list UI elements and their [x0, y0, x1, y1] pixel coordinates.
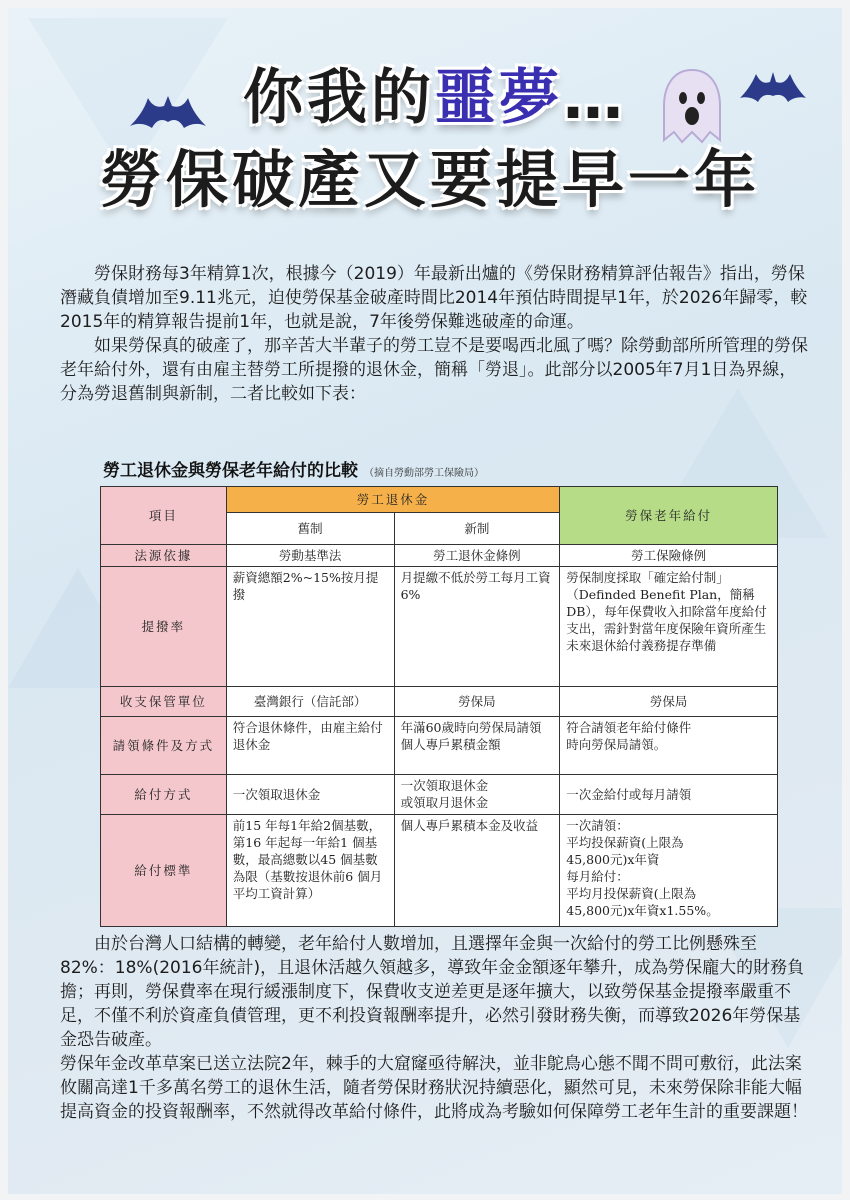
title-highlight: 噩夢 [435, 63, 563, 133]
header-insurance: 勞保老年給付 [560, 487, 778, 545]
poster-page [8, 8, 842, 1194]
table-row [101, 567, 778, 687]
cell-insurance: 勞保制度採取「確定給付制」（Definded Benefit Plan，簡稱 DB），每年保費收入扣除當年度給付支出，需針對當年度保險年資所產生未來退休給付義務提存準備 [560, 567, 778, 687]
cell-old: 臺灣銀行（信託部） [226, 687, 394, 717]
comparison-table [100, 486, 778, 927]
table-row [101, 687, 778, 717]
row-label: 提撥率 [101, 567, 227, 687]
row-label: 法源依據 [101, 545, 227, 567]
cell-insurance: 符合請領老年給付條件 時向勞保局請領。 [560, 717, 778, 775]
paragraph: 如果勞保真的破產了，那辛苦大半輩子的勞工豈不是要喝西北風了嗎？除勞動部所所管理的勞保老年給付外，還有由雇主替勞工所提撥的退休金，簡稱「勞退」。此部分以2005年7月1日為界線，分為勞退舊制與新制，二者比較如下表： [60, 336, 808, 404]
title-part: … [563, 63, 627, 133]
title-line-2: 勞保破產又要提早一年 [99, 143, 760, 216]
cell-old: 薪資總額2%~15%按月提撥 [226, 567, 394, 687]
row-label: 收支保管單位 [101, 687, 227, 717]
title-part: 你我的 [243, 63, 435, 133]
header-item: 項目 [101, 487, 227, 545]
paragraph: 勞保財務每3年精算1次，根據今（2019）年最新出爐的《勞保財務精算評估報告》指出，勞保潛藏負債增加至9.11兆元，迫使勞保基金破產時間比2014年預估時間提早1年，於2026年歸零，較2015年的精算報告提前1年，也就是說，7年後勞保難逃破產的命運。 [60, 264, 808, 332]
closing-text [60, 932, 810, 1124]
cell-new: 勞工退休金條例 [394, 545, 560, 567]
table-header-row [101, 487, 778, 513]
cell-insurance: 一次請領： 平均投保薪資(上限為 45,800元)x年資 每月給付： 平均月投保薪資(上限為 45,800元)x年資x1.55%。 [560, 815, 778, 927]
cell-insurance: 勞保局 [560, 687, 778, 717]
poster-title [8, 58, 842, 222]
table-title-text: 勞工退休金與勞保老年給付的比較 [103, 461, 358, 481]
paragraph: 由於台灣人口結構的轉變，老年給付人數增加，且選擇年金與一次給付的勞工比例懸殊至82%：18%(2016年統計)，且退休活越久領越多，導致年金金額逐年攀升，成為勞保龐大的財務負擔；再則，勞保費率在現行緩漲制度下，保費收支逆差更是逐年擴大，以致勞保基金提撥率嚴重不足，不僅不利於資產負債管理，更不利投資報酬率提升，必然引發財務失衡，而導致2026年勞保基金恐告破產。 [60, 934, 805, 1050]
table-row [101, 717, 778, 775]
cell-old: 一次領取退休金 [226, 775, 394, 815]
cell-old: 前15 年每1年給2個基數，第16 年起每一年給1 個基數，最高總數以45 個基數為限（基數按退休前6 個月平均工資計算） [226, 815, 394, 927]
cell-insurance: 勞工保險條例 [560, 545, 778, 567]
intro-text [60, 262, 810, 406]
header-old: 舊制 [226, 513, 394, 545]
row-label: 請領條件及方式 [101, 717, 227, 775]
table-source: （摘自勞動部勞工保險局） [364, 468, 484, 479]
header-pension: 勞工退休金 [226, 487, 559, 513]
table-title [103, 456, 484, 481]
cell-new: 月提繳不低於勞工每月工資 6% [394, 567, 560, 687]
row-label: 給付方式 [101, 775, 227, 815]
paragraph: 勞保年金改革草案已送立法院2年，棘手的大窟窿亟待解決，並非鴕鳥心態不聞不問可敷衍，此法案攸關高達1千多萬名勞工的退休生活，隨者勞保財務狀況持續惡化，顯然可見，未來勞保除非能大幅提高資金的投資報酬率，不然就得改革給付條件，此將成為考驗如何保障勞工老年生計的重要課題！ [60, 1054, 808, 1122]
header-new: 新制 [394, 513, 560, 545]
row-label: 給付標準 [101, 815, 227, 927]
cell-insurance: 一次金給付或每月請領 [560, 775, 778, 815]
cell-new: 年滿60歲時向勞保局請領個人專戶累積金額 [394, 717, 560, 775]
cell-old: 符合退休條件，由雇主給付退休金 [226, 717, 394, 775]
cell-new: 勞保局 [394, 687, 560, 717]
cell-old: 勞動基準法 [226, 545, 394, 567]
table-row [101, 545, 778, 567]
table-row [101, 815, 778, 927]
cell-new: 個人專戶累積本金及收益 [394, 815, 560, 927]
title-line-1 [28, 58, 842, 138]
cell-new: 一次領取退休金 或領取月退休金 [394, 775, 560, 815]
table-row [101, 775, 778, 815]
